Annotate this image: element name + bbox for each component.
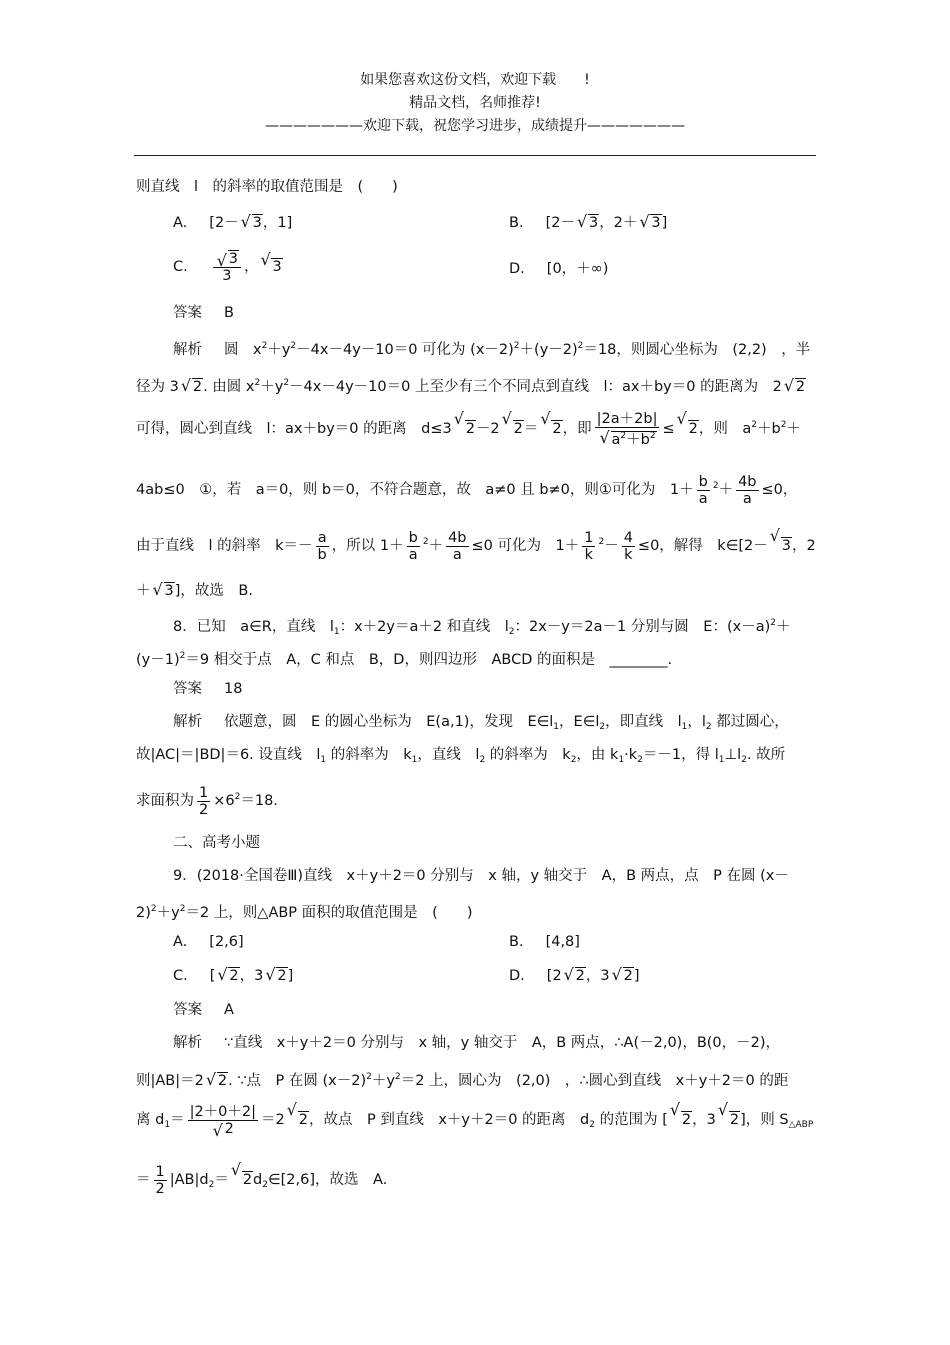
q8-analysis-line-3: 求面积为 $\frac{1}{2}$ $\times 6^2=18$.: [136, 784, 278, 818]
answer-value: A: [224, 1002, 234, 1018]
q8-stem-line-2: $(y-1)^2=9$ 相交于点 A，C 和点 B，D，则四边形 ABCD 的面积是 ________.: [136, 651, 673, 668]
analysis-label: 解析: [173, 714, 202, 730]
q7-answer: [173, 302, 234, 324]
option-label: D.: [509, 968, 525, 984]
q9-analysis-line-2: 则|AB|＝2√ 2. ∵点 P 在圆 $(x-2)^2+y^2=2$ 上，圆心为 (2,0) ，∴圆心到直线 x＋y＋2＝0 的距: [136, 1066, 788, 1092]
analysis-label: 解析: [173, 342, 202, 358]
q8-stem-line-1: 8．已知 a∈R，直线 $l_1$：x＋2y＝a＋2 和直线 $l_2$：2x－y＝2a－1 分别与圆 E：$(x-a)^2+$: [173, 618, 791, 637]
q9-stem-line-2: $2)^2+y^2=2$ 上，则△ABP 面积的取值范围是 ( ): [136, 904, 473, 921]
q7-stem: 则直线 l 的斜率的取值范围是 ( ): [136, 179, 398, 195]
q9-analysis-line-3: 离 $d_1=$ |2＋0＋2| √ 2 ＝2√ 2，故点 P 到直线 x＋y＋2＝0 的距离 $d_2$ 的范围为 [√ 2，3√ 2]，则 $S_{\triangle ABP}$: [136, 1100, 813, 1145]
q9-analysis-line-4: ＝ $\frac{1}{2}$ $|AB|d_2=√$ $2d_2\in[2,6]$，故选 A.: [136, 1160, 387, 1205]
header-line-2: 精品文档，名师推荐!: [409, 95, 541, 111]
q7-option-b: B. [2－√ 3，2＋√ 3]: [509, 212, 667, 234]
q8-answer: [173, 678, 242, 700]
q9-option-b: [509, 931, 580, 953]
q8-analysis-line-2: 故|AC|＝|BD|＝6. 设直线 $l_1$ 的斜率为 $k_1$，直线 $l_2$ 的斜率为 $k_2$，由 $k_1\cdot k_2=-1$，得 $l_1\perp l_2$. 故所: [136, 747, 786, 765]
q7-option-a: A. [2－√ 3，1]: [173, 212, 292, 234]
section-title: 二、高考小题: [173, 835, 260, 851]
q9-option-c: C. [√ 2，3√ 2]: [173, 965, 293, 987]
option-text: [0，＋∞): [546, 261, 609, 277]
header-line-3: ———————欢迎下载，祝您学习进步，成绩提升———————: [265, 118, 685, 134]
q7-analysis-line-3: 可得，圆心到直线 l：ax＋by＝0 的距离 d≤3√ 2－2√ 2＝√ 2，即 |2a＋2b| √ $a^2+b^2$ ≤√ 2，则 $a^2+b^2+$: [136, 405, 801, 449]
q7-option-d: [509, 258, 608, 280]
q9-option-d: D. [2√ 2，3√ 2]: [509, 965, 640, 987]
q7-analysis-line-6: ＋√ 3]，故选 B.: [136, 580, 253, 602]
analysis-label: 解析: [173, 1035, 202, 1051]
answer-value: 18: [224, 681, 243, 697]
option-label: A.: [173, 215, 188, 231]
option-label: A.: [173, 934, 188, 950]
q7-analysis-line-5: 由于直线 l 的斜率 k＝－ $\frac{a}{b}$ ，所以 1＋ $\frac{b}{a}$ $^2$＋ $\frac{4b}{a}$ ≤0 可化为 1＋ $\frac{1}{k}$ $^2$－ $\frac{4}{k}$ ≤0，解得 k∈[2－√ 3，2: [136, 522, 816, 566]
q9-answer: [173, 999, 234, 1021]
option-text: [2,6]: [209, 934, 244, 950]
answer-label: 答案: [173, 305, 202, 321]
answer-label: 答案: [173, 681, 202, 697]
q7-analysis-line-1: 解析 圆 $x^2+y^2-4x-4y-10=0$ 可化为 $(x-2)^2+(y-2)^2=18$，则圆心坐标为 (2,2) ，半: [173, 341, 811, 358]
q7-analysis-line-4: 4ab≤0 ①，若 a＝0，则 b＝0，不符合题意，故 a≠0 且 b≠0，则①可化为 1＋ $\frac{b}{a}$ $^2$＋ $\frac{4b}{a}$ ≤0，: [136, 473, 798, 507]
header-line-1: 如果您喜欢这份文档，欢迎下载 !: [360, 72, 590, 88]
answer-value: B: [224, 305, 234, 321]
option-text: [4,8]: [545, 934, 580, 950]
q9-option-a: [173, 931, 244, 953]
q7-analysis-line-2: 径为 3√ 2. 由圆 $x^2+y^2-4x-4y-10=0$ 上至少有三个不同点到直线 l：ax＋by＝0 的距离为 2√ 2: [136, 372, 806, 398]
option-label: C.: [173, 968, 188, 984]
q8-analysis-line-1: 解析 依题意，圆 E 的圆心坐标为 E(a,1)，发现 $E\in l_1$，$E\in l_2$，即直线 $l_1$，$l_2$ 都过圆心，: [173, 714, 789, 732]
option-label: C.: [173, 259, 188, 275]
option-label: D.: [509, 261, 525, 277]
answer-label: 答案: [173, 1002, 202, 1018]
q9-analysis-line-1: 解析 ∵直线 x＋y＋2＝0 分别与 x 轴，y 轴交于 A，B 两点，∴A(－2,0)，B(0，－2)，: [173, 1035, 781, 1051]
option-label: B.: [509, 934, 524, 950]
header-divider: [134, 155, 816, 156]
option-label: B.: [509, 215, 524, 231]
q7-option-c: C. √ $\frac{3}{3}$ ，√ 3: [173, 250, 283, 284]
q9-stem-line-1: 9．(2018·全国卷Ⅲ)直线 x＋y＋2＝0 分别与 x 轴，y 轴交于 A，B 两点，点 P 在圆 (x－: [173, 868, 789, 884]
